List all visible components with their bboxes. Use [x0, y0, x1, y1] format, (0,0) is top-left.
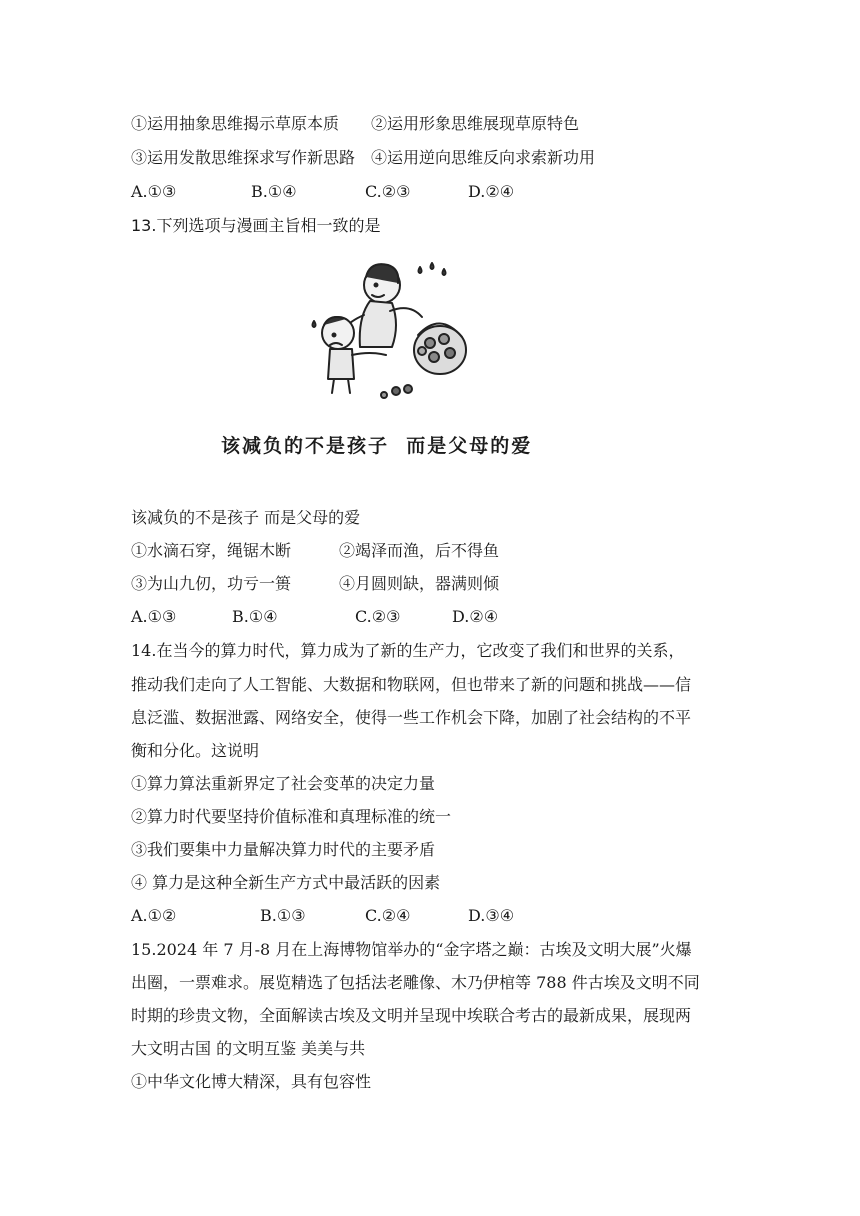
q14-option-2: ②算力时代要坚持价值标准和真理标准的统一 [131, 807, 452, 826]
q12-choice-c: C.②③ [365, 182, 411, 201]
q12-choice-d: D.②④ [468, 182, 515, 201]
cartoon-illustration [300, 255, 475, 405]
q14-choice-c: C.②④ [365, 906, 411, 925]
q15-stem-line-4: 大文明古国 的文明互鉴 美美与共 [131, 1039, 366, 1058]
q13-choice-c: C.②③ [355, 607, 401, 626]
q15-option-1: ①中华文化博大精深，具有包容性 [131, 1072, 372, 1091]
q12-options-line-2: ③运用发散思维探求写作新思路 ④运用逆向思维反向求索新功用 [131, 148, 596, 167]
q13-choice-a: A.①③ [131, 607, 177, 626]
q13-choice-b: B.①④ [232, 607, 278, 626]
q12-options-line-1: ①运用抽象思维揭示草原本质 ②运用形象思维展现草原特色 [131, 114, 580, 133]
q13-options-line-1: ①水滴石穿，绳锯木断 ②竭泽而渔，后不得鱼 [131, 541, 500, 560]
q14-option-1: ①算力算法重新界定了社会变革的决定力量 [131, 774, 436, 793]
q14-choice-b: B.①③ [260, 906, 306, 925]
q15-stem-line-3: 时期的珍贵文物，全面解读古埃及文明并呈现中埃联合考古的最新成果，展现两 [131, 1006, 692, 1025]
q14-stem-line-1: 14.在当今的算力时代，算力成为了新的生产力，它改变了我们和世界的关系， [131, 641, 685, 660]
q13-caption-text: 该减负的不是孩子 而是父母的爱 [131, 508, 361, 527]
q12-choice-b: B.①④ [251, 182, 297, 201]
q14-option-4: ④ 算力是这种全新生产方式中最活跃的因素 [131, 873, 441, 892]
q13-stem: 13.下列选项与漫画主旨相一致的是 [131, 216, 381, 235]
q13-choice-d: D.②④ [452, 607, 499, 626]
q14-choice-a: A.①② [131, 906, 177, 925]
q14-stem-line-3: 息泛滥、数据泄露、网络安全，使得一些工作机会下降，加剧了社会结构的不平 [131, 708, 692, 727]
q12-choice-a: A.①③ [131, 182, 177, 201]
q13-options-line-2: ③为山九仞，功亏一篑 ④月圆则缺，器满则倾 [131, 574, 500, 593]
q14-choice-d: D.③④ [468, 906, 515, 925]
cartoon-caption: 该减负的不是孩子 而是父母的爱 [221, 435, 533, 457]
q14-stem-line-2: 推动我们走向了人工智能、大数据和物联网，但也带来了新的问题和挑战——信 [131, 675, 692, 694]
q14-option-3: ③我们要集中力量解决算力时代的主要矛盾 [131, 840, 436, 859]
q15-stem-line-2: 出圈，一票难求。展览精选了包括法老雕像、木乃伊棺等 788 件古埃及文明不同 [131, 973, 700, 992]
q15-stem-line-1: 15.2024 年 7 月-8 月在上海博物馆举办的“金字塔之巅：古埃及文明大展”火爆 [131, 940, 692, 959]
q14-stem-line-4: 衡和分化。这说明 [131, 741, 260, 760]
